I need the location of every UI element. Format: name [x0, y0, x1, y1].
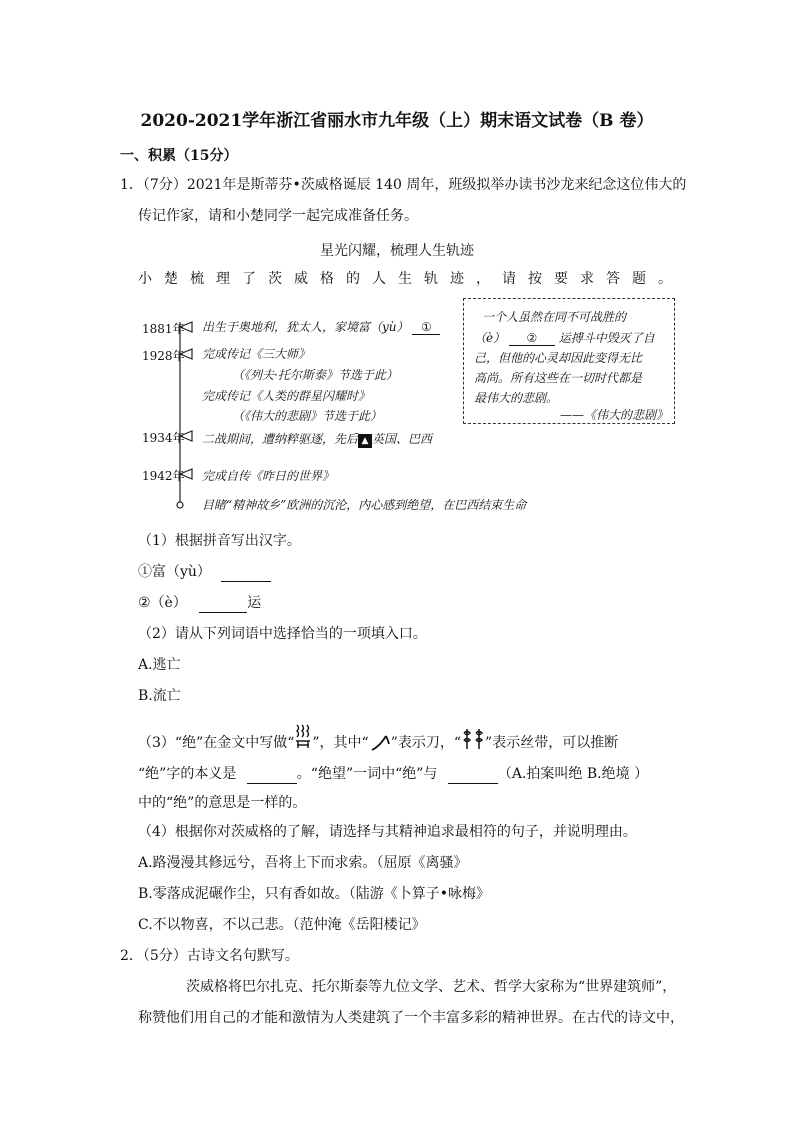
intro-char: 题 [632, 271, 646, 287]
q1-sub3-line2-c: （A.拍案叫绝 B.绝境 ） [497, 766, 649, 782]
q1-sub3-line2-a: “绝”字的本义是 [138, 766, 237, 782]
event-1934-text-a: 二战期间，遭纳粹驱逐，先后 [202, 432, 359, 446]
q1-sub2: （2）请从下列词语中选择恰当的一项填入口。 [138, 626, 427, 642]
q1-sub2-option-b: B.流亡 [138, 688, 181, 704]
q1-sub1-a [138, 562, 271, 582]
answer-blank[interactable] [199, 598, 247, 613]
q1-sub3-text-2: ”，其中“ [312, 735, 369, 751]
quote-line-4: 高尚。所有这些在一切时代都是 [474, 371, 643, 385]
answer-blank[interactable] [221, 567, 271, 582]
intro-char: 请 [502, 271, 516, 287]
intro-char: ， [476, 271, 490, 287]
q2-paragraph-line2: 称赞他们用自己的才能和激情为人类建筑了一个丰富多彩的精神世界。在古代的诗文中， [138, 1010, 684, 1026]
intro-char: 轨 [424, 271, 438, 287]
q1-sub3-line2-b: 。“绝望”一词中“绝”与 [296, 766, 438, 782]
q1-intro-line [138, 268, 672, 288]
q1-sub1-b-label: ②（è） [138, 595, 187, 611]
q1-sub1-b-suffix: 运 [247, 595, 262, 611]
q1-stem-line2: 传记作家，请和小楚同学一起完成准备任务。 [138, 208, 418, 224]
q1-sub3-line3: 中的“绝”的意思是一样的。 [138, 795, 307, 811]
intro-char: 要 [554, 271, 568, 287]
quote-line-2-rest: 运搏斗中毁灭了自 [558, 331, 655, 345]
answer-blank[interactable] [448, 769, 498, 784]
intro-char: 梳 [190, 271, 204, 287]
quote-source: ——《伟大的悲剧》 [560, 408, 669, 422]
event-1934 [202, 430, 432, 448]
event-1928-b: （《列夫·托尔斯泰》节选于此） [232, 368, 398, 382]
q2-stem: 2．（5分）古诗文名句默写。 [120, 948, 299, 964]
event-1934-text-b: 英国、巴西 [372, 432, 433, 446]
intro-char: 迹 [450, 271, 464, 287]
q1-sub4: （4）根据你对茨威格的了解，请选择与其精神追求最相符的句子，并说明理由。 [138, 824, 637, 840]
intro-char: 答 [606, 271, 620, 287]
q1-sub1: （1）根据拼音写出汉字。 [138, 533, 301, 549]
intro-char: 按 [528, 271, 542, 287]
q2-paragraph-line1: 茨威格将巴尔扎克、托尔斯泰等九位文学、艺术、哲学大家称为“世界建筑师”， [186, 979, 677, 995]
intro-char: 理 [216, 271, 230, 287]
intro-char: 的 [346, 271, 360, 287]
event-1928-a: 完成传记《三大师》 [202, 347, 311, 361]
year-1928: 1928年 [142, 349, 185, 363]
event-final: 目睹“精神故乡”欧洲的沉沦，内心感到绝望，在巴西结束生命 [202, 498, 527, 512]
intro-char: 了 [242, 271, 256, 287]
jinwen-jue-glyph-icon [294, 722, 312, 750]
q1-sub1-a-label: ①富（yù） [138, 564, 211, 580]
intro-char: 生 [398, 271, 412, 287]
intro-char: 威 [294, 271, 308, 287]
q1-sub3-text-4: ”表示丝带，可以推断 [485, 735, 619, 751]
q1-stem-line1: 1．（7分）2021年是斯蒂芬•茨威格诞辰 140 周年，班级拟举办读书沙龙来纪念这位伟大的 [120, 177, 687, 193]
q1-sub4-option-a: A.路漫漫其修远兮，吾将上下而求索。（屈原《离骚》 [138, 855, 468, 871]
timeline-end-dot [177, 502, 183, 508]
intro-char: 人 [372, 271, 386, 287]
quote-line-3: 己，但他的心灵却因此变得无比 [474, 351, 643, 365]
event-1881-text: 出生于奥地利，犹太人，家境富（yù） [202, 320, 409, 334]
knife-glyph-icon [369, 733, 391, 753]
intro-char: 楚 [164, 271, 178, 287]
intro-char: 。 [658, 271, 672, 287]
q1-sub3-text-1: （3）“绝”在金文中写做“ [138, 735, 295, 751]
blank-1: ① [412, 320, 440, 335]
q1-sub4-option-c: C.不以物喜，不以己悲。（范仲淹《岳阳楼记》 [138, 917, 426, 933]
quote-line-5: 最伟大的悲剧。 [474, 391, 559, 405]
quote-line-2 [474, 329, 655, 346]
blank-2: ② [509, 331, 555, 346]
intro-char: 茨 [268, 271, 282, 287]
q1-sub2-option-a: A.逃亡 [138, 657, 181, 673]
year-1881: 1881年 [142, 322, 185, 336]
event-1942: 完成自传《昨日的世界》 [202, 469, 335, 483]
q1-subtitle: 星光闪耀，梳理人生轨迹 [320, 243, 474, 259]
year-1942: 1942年 [142, 469, 185, 483]
q1-sub3-text-3: ”表示刀，“ [390, 735, 462, 751]
quote-pinyin: （è） [474, 331, 506, 345]
answer-blank[interactable] [247, 769, 297, 784]
quote-line-1: 一个人虽然在同不可战胜的 [482, 310, 627, 324]
intro-char: 小 [138, 271, 152, 287]
event-1881 [202, 318, 440, 335]
section-heading: 一、积累（15分） [120, 148, 238, 164]
triangle-blank-icon: ▲ [358, 434, 372, 448]
q1-sub1-b [138, 593, 261, 613]
event-1928-c: 完成传记《人类的群星闪耀时》 [202, 389, 371, 403]
q1-sub3-line2 [138, 764, 648, 784]
exam-title: 2020-2021学年浙江省丽水市九年级（上）期末语文试卷（B 卷） [140, 111, 654, 131]
year-1934: 1934年 [142, 431, 185, 445]
q1-sub4-option-b: B.零落成泥碾作尘，只有香如故。（陆游《卜算子•咏梅》 [138, 886, 490, 902]
q1-sub3-line1 [138, 733, 618, 753]
intro-char: 求 [580, 271, 594, 287]
silk-glyph-icon [461, 727, 485, 751]
intro-char: 格 [320, 271, 334, 287]
event-1928-d: （《伟大的悲剧》节选于此） [232, 409, 383, 423]
